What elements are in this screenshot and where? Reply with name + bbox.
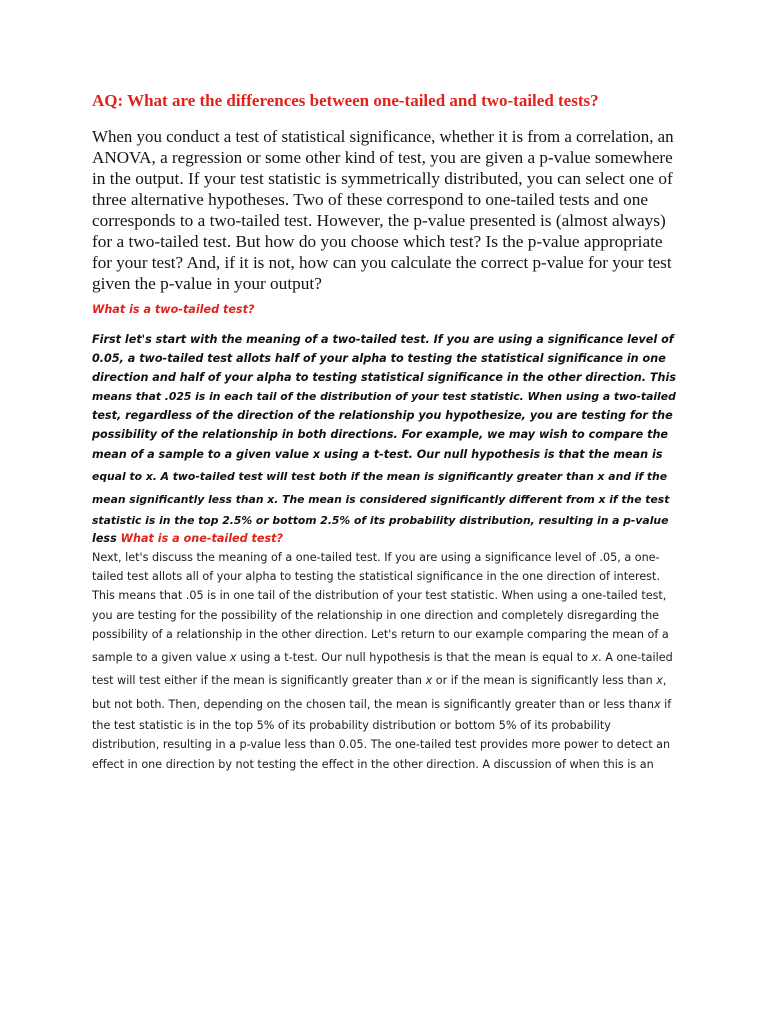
var-x: x — [229, 651, 237, 664]
intro-line: for your test? And, if it is not, how can you calculate the correct p-value for your test — [92, 253, 672, 272]
two-tailed-line: equal to x. A two-tailed test will test both if the mean is significantly greater than x and if the — [92, 470, 668, 483]
one-tailed-line: you are testing for the possibility of the relationship in one direction and completely disregarding the — [92, 609, 660, 622]
intro-line: given the p-value in your output? — [92, 274, 322, 293]
var-x: x — [653, 698, 661, 711]
two-tailed-line-last — [92, 532, 283, 545]
two-tailed-line: mean significantly less than x. The mean is considered significantly different from x if the test — [92, 493, 670, 506]
one-tailed-line: effect in one direction by not testing the effect in the other direction. A discussion of when this is an — [92, 758, 654, 771]
var-x: x — [425, 674, 433, 687]
page-title: AQ: What are the differences between one-tailed and two-tailed tests? — [92, 91, 599, 110]
intro-line: three alternative hypotheses. Two of these correspond to one-tailed tests and one — [92, 190, 649, 209]
one-tailed-line: tailed test allots all of your alpha to testing the statistical significance in the one direction of interest. — [92, 570, 660, 583]
two-tailed-line: possibility of the relationship in both directions. For example, we may wish to compare the — [92, 428, 669, 441]
two-tailed-line: 0.05, a two-tailed test allots half of your alpha to testing the statistical significance in one — [92, 352, 666, 365]
two-tailed-last-fragment: less — [92, 532, 117, 545]
one-tailed-line: sample to a given value x using a t-test. Our null hypothesis is that the mean is equal to x. A one-tailed — [92, 651, 673, 664]
one-tailed-line: Next, let's discuss the meaning of a one-tailed test. If you are using a significance level of .05, a one- — [92, 551, 660, 564]
two-tailed-line: means that .025 is in each tail of the distribution of your test statistic. When using a two-tailed — [92, 390, 676, 403]
one-tailed-line: possibility of a relationship in the other direction. Let's return to our example comparing the mean of a — [92, 628, 669, 641]
intro-line: When you conduct a test of statistical significance, whether it is from a correlation, an — [92, 127, 674, 146]
one-tailed-line: test will test either if the mean is significantly greater than x or if the mean is significantly less than x, — [92, 674, 667, 687]
var-x: x — [656, 674, 663, 687]
two-tailed-line: test, regardless of the direction of the relationship you hypothesize, you are testing for the — [92, 409, 673, 422]
intro-line: corresponds to a two-tailed test. However, the p-value presented is (almost always) — [92, 211, 666, 230]
one-tailed-heading: What is a one-tailed test? — [120, 532, 283, 545]
two-tailed-line: mean of a sample to a given value x using a t-test. Our null hypothesis is that the mean is — [92, 448, 663, 461]
intro-line: ANOVA, a regression or some other kind of test, you are given a p-value somewhere — [92, 148, 673, 167]
two-tailed-line: direction and half of your alpha to testing statistical significance in the other direction. This — [92, 371, 677, 384]
two-tailed-heading: What is a two-tailed test? — [92, 303, 255, 316]
one-tailed-line: distribution, resulting in a p-value less than 0.05. The one-tailed test provides more power to detect an — [92, 738, 671, 751]
intro-line: for a two-tailed test. But how do you choose which test? Is the p-value appropriate — [92, 232, 663, 251]
two-tailed-line: First let's start with the meaning of a two-tailed test. If you are using a significance level of — [92, 333, 674, 346]
two-tailed-line: statistic is in the top 2.5% or bottom 2.5% of its probability distribution, resulting in a p-value — [92, 514, 669, 527]
one-tailed-line: the test statistic is in the top 5% of its probability distribution or bottom 5% of its probability — [92, 719, 611, 732]
one-tailed-line: but not both. Then, depending on the chosen tail, the mean is significantly greater than or less thanx if — [92, 698, 672, 711]
one-tailed-line: This means that .05 is in one tail of the distribution of your test statistic. When using a one-tailed test, — [92, 589, 667, 602]
intro-line: in the output. If your test statistic is symmetrically distributed, you can select one of — [92, 169, 673, 188]
var-x: x — [591, 651, 599, 664]
